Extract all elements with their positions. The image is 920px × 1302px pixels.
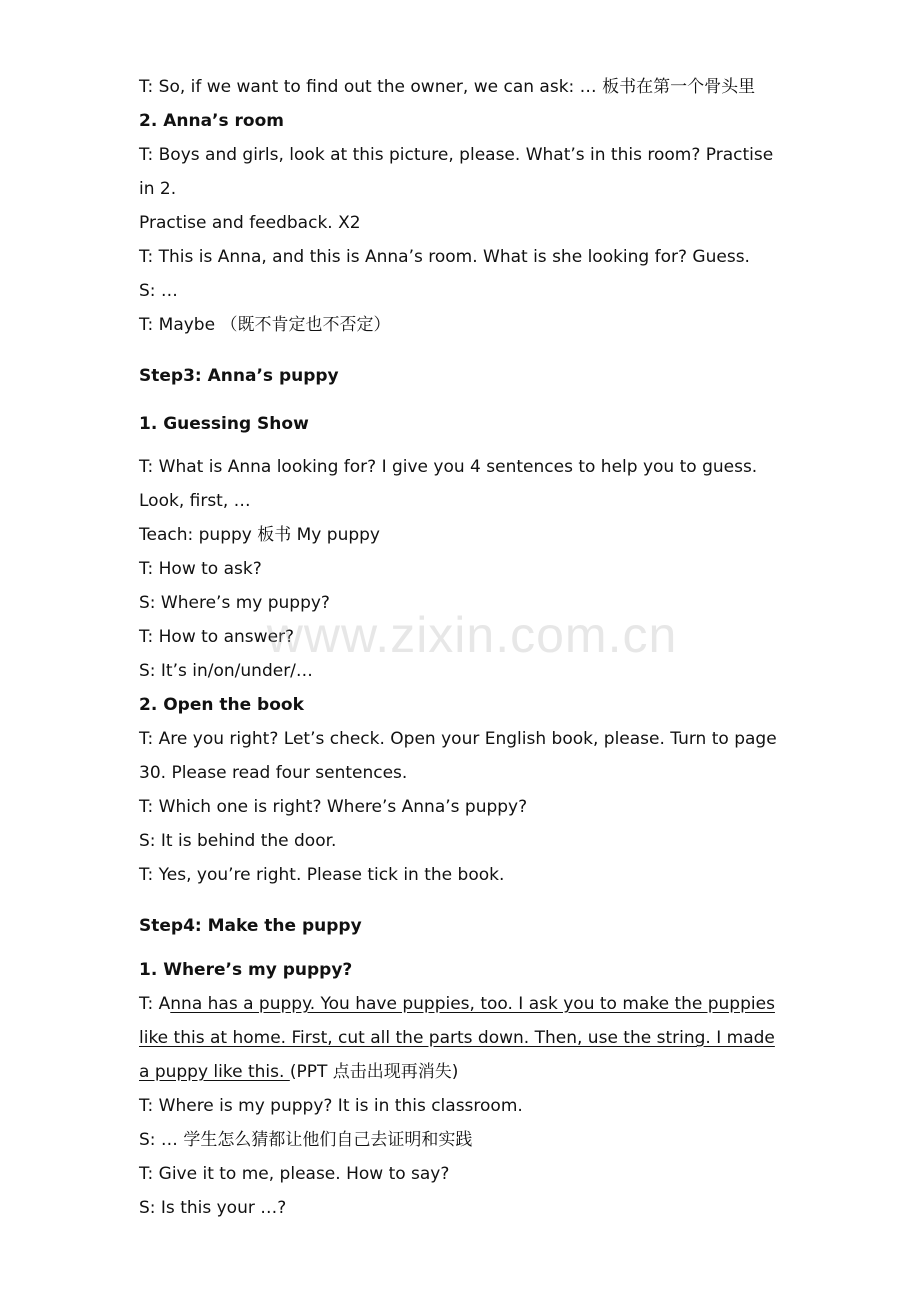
- text-line: T: Are you right? Let’s check. Open your English book, please. Turn to page: [139, 729, 777, 749]
- line-prefix: T: A: [139, 994, 171, 1014]
- text-line: T: So, if we want to find out the owner, we can ask: … 板书在第一个骨头里: [139, 77, 756, 97]
- text-line: S: Is this your …?: [139, 1198, 287, 1218]
- section-heading: 2. Anna’s room: [139, 111, 284, 131]
- text-line: in 2.: [139, 179, 177, 199]
- text-line: [139, 1061, 458, 1083]
- text-line: T: This is Anna, and this is Anna’s room. What is she looking for? Guess.: [139, 247, 750, 267]
- text-line: T: Where is my puppy? It is in this classroom.: [139, 1096, 523, 1116]
- underlined-text: a puppy like this.: [139, 1062, 290, 1082]
- text-line: 30. Please read four sentences.: [139, 763, 408, 783]
- text-line: S: … 学生怎么猜都让他们自己去证明和实践: [139, 1130, 473, 1150]
- text-line: S: …: [139, 281, 178, 301]
- text-line: S: It is behind the door.: [139, 831, 337, 851]
- text-line: [139, 1027, 775, 1049]
- text-line: T: Boys and girls, look at this picture, please. What’s in this room? Practise: [139, 145, 774, 165]
- text-line: T: Which one is right? Where’s Anna’s puppy?: [139, 797, 528, 817]
- underlined-text: like this at home. First, cut all the parts down. Then, use the string. I made: [139, 1028, 775, 1048]
- text-line: T: How to answer?: [139, 627, 295, 647]
- text-line: T: Maybe （既不肯定也不否定）: [139, 315, 391, 335]
- text-line: T: Give it to me, please. How to say?: [139, 1164, 450, 1184]
- text-line: Practise and feedback. X2: [139, 213, 361, 233]
- watermark: www.zixin.com.cn: [266, 607, 678, 663]
- section-heading: 2. Open the book: [139, 695, 304, 715]
- section-heading: 1. Where’s my puppy?: [139, 960, 353, 980]
- line-suffix: (PPT 点击出现再消失): [289, 1062, 459, 1082]
- step-heading: Step3: Anna’s puppy: [139, 366, 339, 386]
- text-line: Teach: puppy 板书 My puppy: [139, 525, 380, 545]
- step-heading: Step4: Make the puppy: [139, 916, 362, 936]
- text-line: Look, first, …: [139, 491, 251, 511]
- text-line: [139, 993, 775, 1015]
- text-line: S: Where’s my puppy?: [139, 593, 330, 613]
- text-line: T: How to ask?: [139, 559, 262, 579]
- text-line: T: What is Anna looking for? I give you 4 sentences to help you to guess.: [139, 457, 758, 477]
- text-line: S: It’s in/on/under/…: [139, 661, 313, 681]
- section-heading: 1. Guessing Show: [139, 414, 309, 434]
- underlined-text: nna has a puppy. You have puppies, too. I ask you to make the puppies: [170, 994, 775, 1014]
- text-line: T: Yes, you’re right. Please tick in the book.: [139, 865, 505, 885]
